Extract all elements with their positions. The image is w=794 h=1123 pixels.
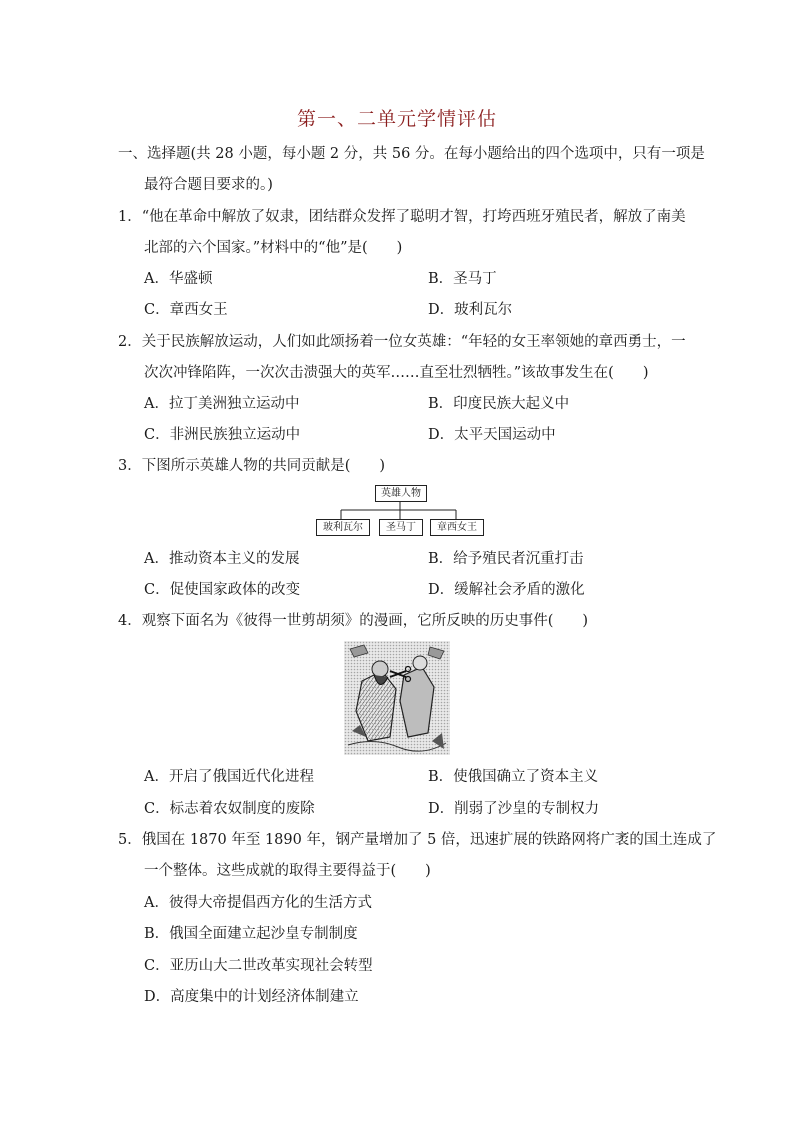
hero-diagram xyxy=(316,485,484,537)
q1-stem-line-1: 1．“他在革命中解放了奴隶，团结群众发挥了聪明才智，打垮西班牙殖民者，解放了南美 xyxy=(118,209,686,225)
q4-option-c: C．标志着农奴制度的废除 xyxy=(144,801,315,817)
diagram-child-san-martin: 圣马丁 xyxy=(379,519,423,536)
q3-option-d: D．缓解社会矛盾的激化 xyxy=(428,582,585,598)
q2-option-c: C．非洲民族独立运动中 xyxy=(144,427,301,443)
q5-stem-line-1: 5．俄国在 1870 年至 1890 年，钢产量增加了 5 倍，迅速扩展的铁路网将广袤的国土连成了 xyxy=(118,832,717,848)
q5-option-b: B．俄国全面建立起沙皇专制制度 xyxy=(144,926,358,942)
q2-option-b: B．印度民族大起义中 xyxy=(428,396,570,412)
page-title: 第一、二单元学情评估 xyxy=(296,108,497,130)
q3-stem-line-1: 3．下图所示英雄人物的共同贡献是( ) xyxy=(118,458,386,474)
q1-option-b: B．圣马丁 xyxy=(428,271,497,287)
q5-stem-line-2: 一个整体。这些成就的取得主要得益于( ) xyxy=(144,863,431,879)
q3-option-c: C．促使国家政体的改变 xyxy=(144,582,301,598)
q3-option-b: B．给予殖民者沉重打击 xyxy=(428,551,584,567)
diagram-child-queen-jhansi: 章西女王 xyxy=(430,519,484,536)
diagram-child-bolivar: 玻利瓦尔 xyxy=(316,519,370,536)
q5-option-c: C．亚历山大二世改革实现社会转型 xyxy=(144,958,373,974)
q4-stem-line-1: 4．观察下面名为《彼得一世剪胡须》的漫画，它所反映的历史事件( ) xyxy=(118,613,589,629)
q2-stem-line-1: 2．关于民族解放运动，人们如此颂扬着一位女英雄：“年轻的女王率领她的章西勇士，一 xyxy=(118,334,686,350)
q5-option-d: D．高度集中的计划经济体制建立 xyxy=(144,989,359,1005)
q4-option-b: B．使俄国确立了资本主义 xyxy=(428,769,599,785)
cartoon-illustration xyxy=(344,641,450,755)
diagram-top-box: 英雄人物 xyxy=(375,485,427,502)
q1-option-a: A．华盛顿 xyxy=(144,271,213,287)
q2-option-a: A．拉丁美洲独立运动中 xyxy=(144,396,300,412)
q4-option-a: A．开启了俄国近代化进程 xyxy=(144,769,314,785)
q1-option-c: C．章西女王 xyxy=(144,302,228,318)
q2-stem-line-2: 次次冲锋陷阵，一次次击溃强大的英军……直至壮烈牺牲。”该故事发生在( ) xyxy=(144,365,649,381)
q3-option-a: A．推动资本主义的发展 xyxy=(144,551,300,567)
q1-stem-line-2: 北部的六个国家。”材料中的“他”是( ) xyxy=(144,240,403,256)
q2-option-d: D．太平天国运动中 xyxy=(428,427,556,443)
q5-option-a: A．彼得大帝提倡西方化的生活方式 xyxy=(144,895,372,911)
section-heading-line-2: 最符合题目要求的。) xyxy=(144,177,273,193)
section-heading-line-1: 一、选择题(共 28 小题，每小题 2 分，共 56 分。在每小题给出的四个选项中，只有一项是 xyxy=(118,146,705,162)
peter-beard-cartoon-image xyxy=(344,641,450,755)
q4-option-d: D．削弱了沙皇的专制权力 xyxy=(428,801,600,817)
q1-option-d: D．玻利瓦尔 xyxy=(428,302,513,318)
